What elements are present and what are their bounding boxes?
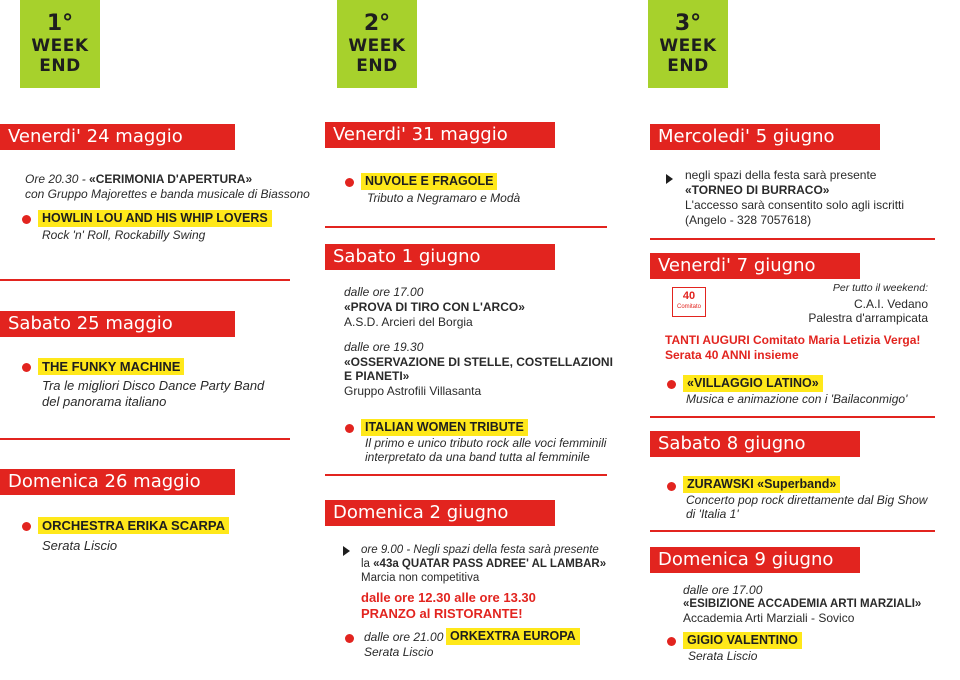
weekend-word: END xyxy=(39,56,81,76)
event-time: dalle ore 17.00 xyxy=(344,285,424,299)
band-description: interpretato da una band tutta al femminile xyxy=(365,450,590,464)
event-time: dalle ore 19.30 xyxy=(344,340,424,354)
band-highlight: ZURAWSKI «Superband» xyxy=(683,476,840,493)
weekend-1-tag xyxy=(20,0,100,88)
lunch-title: PRANZO al RISTORANTE! xyxy=(361,606,523,621)
weekend-number: 2° xyxy=(363,11,391,36)
event-organizer: Palestra d'arrampicata xyxy=(808,311,928,325)
bullet-dot-icon xyxy=(22,522,31,531)
arrow-bullet-icon xyxy=(343,546,350,556)
date-banner-venerdi-7: Venerdi' 7 giugno xyxy=(650,253,860,279)
event-organizer: Gruppo Astrofili Villasanta xyxy=(344,384,482,398)
section-divider xyxy=(650,416,935,418)
band-highlight: GIGIO VALENTINO xyxy=(683,632,802,649)
bullet-dot-icon xyxy=(22,215,31,224)
event-title: «TORNEO DI BURRACO» xyxy=(685,183,830,197)
event-description: ore 9.00 - Negli spazi della festa sarà presente xyxy=(361,544,599,556)
band-highlight: HOWLIN LOU AND HIS WHIP LOVERS xyxy=(38,210,272,227)
date-banner-venerdi-24: Venerdi' 24 maggio xyxy=(0,124,235,150)
band-highlight: ITALIAN WOMEN TRIBUTE xyxy=(361,419,528,436)
band-highlight: THE FUNKY MACHINE xyxy=(38,358,184,375)
weekend-word: WEEK xyxy=(659,36,717,56)
event-title: «ESIBIZIONE ACCADEMIA ARTI MARZIALI» xyxy=(683,598,922,610)
section-divider xyxy=(0,279,290,281)
weekend-word: WEEK xyxy=(348,36,406,56)
band-description: del panorama italiano xyxy=(42,394,167,409)
logo-text: Comitato xyxy=(676,304,701,310)
band-highlight: NUVOLE E FRAGOLE xyxy=(361,173,497,190)
band-description: di 'Italia 1' xyxy=(686,507,739,521)
bullet-dot-icon xyxy=(667,637,676,646)
band-time: dalle ore 21.00 xyxy=(364,630,444,644)
date-banner-sabato-8: Sabato 8 giugno xyxy=(650,431,860,457)
section-divider xyxy=(650,238,935,240)
anniversary-wish: TANTI AUGURI Comitato Maria Letizia Verga! xyxy=(665,333,921,347)
band-description: Serata Liscio xyxy=(364,645,434,659)
date-banner-venerdi-31: Venerdi' 31 maggio xyxy=(325,122,555,148)
weekend-number: 3° xyxy=(674,11,702,36)
section-divider xyxy=(650,530,935,532)
lunch-time: dalle ore 12.30 alle ore 13.30 xyxy=(361,590,536,605)
band-description: Il primo e unico tributo rock alle voci femminili xyxy=(365,436,607,450)
band-highlight: ORCHESTRA ERIKA SCARPA xyxy=(38,517,229,534)
event-title: «43a QUATAR PASS ADREE' AL LAMBAR» xyxy=(373,558,607,570)
event-line xyxy=(361,557,606,572)
section-divider xyxy=(0,438,290,440)
logo-number: 40 xyxy=(682,290,696,302)
event-contact: (Angelo - 328 7057618) xyxy=(685,213,812,227)
date-banner-sabato-1: Sabato 1 giugno xyxy=(325,244,555,270)
band-description: Tributo a Negramaro e Modà xyxy=(367,191,521,205)
date-banner-sabato-25: Sabato 25 maggio xyxy=(0,311,235,337)
weekend-note: Per tutto il weekend: xyxy=(832,282,928,294)
weekend-3-tag xyxy=(648,0,728,88)
date-banner-mercoledi-5: Mercoledi' 5 giugno xyxy=(650,124,880,150)
arrow-bullet-icon xyxy=(666,174,673,184)
event-title: E PIANETI» xyxy=(344,369,410,383)
date-banner-domenica-2: Domenica 2 giugno xyxy=(325,500,555,526)
date-banner-domenica-26: Domenica 26 maggio xyxy=(0,469,235,495)
bullet-dot-icon xyxy=(22,363,31,372)
event-line xyxy=(25,172,252,187)
event-description: con Gruppo Majorettes e banda musicale di Biassono xyxy=(25,187,310,201)
event-organizer: Accademia Arti Marziali - Sovico xyxy=(683,611,855,625)
event-time: Ore 20.30 - xyxy=(25,172,90,186)
weekend-number: 1° xyxy=(46,11,74,36)
anniversary-wish: Serata 40 ANNI insieme xyxy=(665,348,799,362)
event-prefix: la xyxy=(361,558,374,570)
section-divider xyxy=(325,226,607,228)
band-highlight: ORKEXTRA EUROPA xyxy=(446,628,580,645)
event-organizer: A.S.D. Arcieri del Borgia xyxy=(344,315,473,329)
band-description: Serata Liscio xyxy=(688,649,758,663)
weekend-word: END xyxy=(356,56,398,76)
event-description: Marcia non competitiva xyxy=(361,572,480,584)
event-description: negli spazi della festa sarà presente xyxy=(685,168,877,182)
band-highlight: «VILLAGGIO LATINO» xyxy=(683,375,823,392)
weekend-word: END xyxy=(667,56,709,76)
weekend-word: WEEK xyxy=(31,36,89,56)
band-description: Rock 'n' Roll, Rockabilly Swing xyxy=(42,228,206,242)
bullet-dot-icon xyxy=(667,482,676,491)
comitato-logo-icon xyxy=(672,287,706,317)
bullet-dot-icon xyxy=(345,634,354,643)
event-title: «OSSERVAZIONE DI STELLE, COSTELLAZIONI xyxy=(344,355,613,369)
event-title: «PROVA DI TIRO CON L'ARCO» xyxy=(344,300,525,314)
section-divider xyxy=(325,474,607,476)
weekend-2-tag xyxy=(337,0,417,88)
band-description: Musica e animazione con i 'Bailaconmigo' xyxy=(686,392,908,406)
event-description: L'accesso sarà consentito solo agli iscritti xyxy=(685,198,905,212)
bullet-dot-icon xyxy=(667,380,676,389)
band-description: Concerto pop rock direttamente dal Big Show xyxy=(686,493,928,507)
band-description: Tra le migliori Disco Dance Party Band xyxy=(42,378,265,393)
band-description: Serata Liscio xyxy=(42,538,118,553)
bullet-dot-icon xyxy=(345,178,354,187)
event-organizer: C.A.I. Vedano xyxy=(853,297,928,311)
bullet-dot-icon xyxy=(345,424,354,433)
event-title: «CERIMONIA D'APERTURA» xyxy=(89,172,253,186)
event-time: dalle ore 17.00 xyxy=(683,583,763,597)
date-banner-domenica-9: Domenica 9 giugno xyxy=(650,547,860,573)
